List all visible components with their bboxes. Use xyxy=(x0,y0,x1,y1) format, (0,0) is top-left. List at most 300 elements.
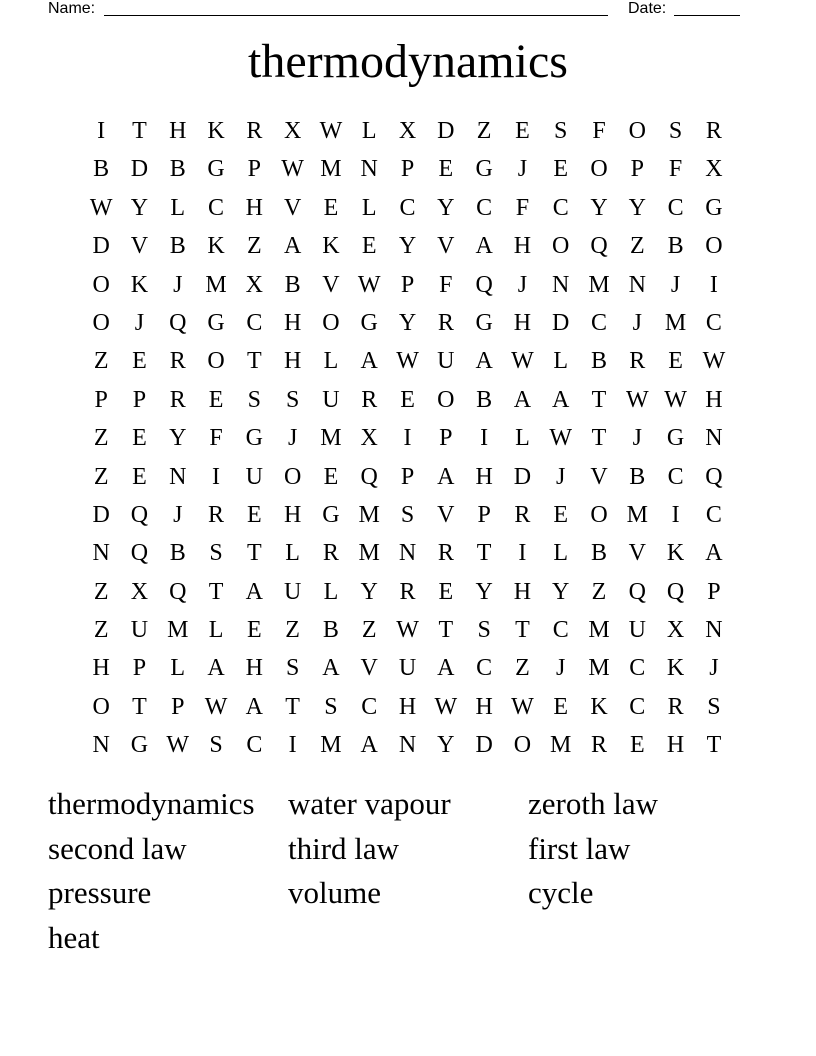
grid-letter: U xyxy=(130,617,149,644)
grid-letter: U xyxy=(628,617,646,644)
grid-letter: I xyxy=(709,271,718,298)
grid-letter: G xyxy=(207,156,225,183)
grid-letter: K xyxy=(590,693,608,720)
grid-letter: A xyxy=(552,386,570,413)
grid-letter: I xyxy=(212,463,221,490)
grid-letter: A xyxy=(360,732,378,759)
grid-letter: L xyxy=(553,348,569,375)
grid-letter: L xyxy=(361,194,377,221)
grid-letter: Y xyxy=(437,732,455,759)
grid-letter: X xyxy=(130,578,149,605)
grid-row xyxy=(82,304,733,342)
grid-letter: N xyxy=(552,271,570,298)
grid-letter: H xyxy=(245,655,263,682)
grid-letter: W xyxy=(702,348,726,375)
grid-letter: D xyxy=(437,118,455,144)
grid-letter: V xyxy=(283,194,302,221)
grid-letter: B xyxy=(169,233,186,260)
grid-letter: I xyxy=(518,540,527,567)
grid-letter: W xyxy=(319,118,343,144)
grid-letter: Z xyxy=(285,617,300,644)
grid-letter: A xyxy=(283,233,302,260)
grid-row xyxy=(82,419,733,457)
grid-letter: Q xyxy=(590,233,608,260)
word-list-item: third law xyxy=(288,830,400,866)
grid-letter: A xyxy=(437,463,455,490)
grid-row xyxy=(82,649,733,687)
grid-letter: S xyxy=(707,693,721,720)
grid-letter: S xyxy=(554,118,568,144)
grid-letter: Y xyxy=(590,194,608,221)
grid-letter: E xyxy=(438,156,454,183)
grid-letter: T xyxy=(476,540,492,567)
grid-letter: Y xyxy=(628,194,646,221)
grid-letter: J xyxy=(709,655,719,682)
grid-letter: Y xyxy=(169,425,187,452)
grid-letter: U xyxy=(245,463,263,490)
grid-row xyxy=(82,534,733,572)
grid-letter: H xyxy=(513,233,532,260)
page-title: thermodynamics xyxy=(248,35,568,88)
grid-letter: E xyxy=(323,194,339,221)
grid-letter: H xyxy=(513,309,532,336)
grid-letter: L xyxy=(515,425,530,452)
grid-row xyxy=(82,611,733,649)
grid-letter: A xyxy=(437,655,455,682)
grid-letter: G xyxy=(360,309,378,336)
grid-letter: Y xyxy=(130,194,149,221)
grid-letter: J xyxy=(134,309,145,336)
grid-letter: A xyxy=(322,655,340,682)
grid-letter: C xyxy=(476,194,493,221)
grid-letter: R xyxy=(667,693,684,720)
grid-letter: Z xyxy=(93,463,109,490)
grid-letter: J xyxy=(670,271,681,298)
grid-letter: B xyxy=(667,233,684,260)
grid-letter: I xyxy=(480,425,489,452)
grid-letter: R xyxy=(705,118,722,144)
grid-letter: B xyxy=(284,271,301,298)
grid-letter: C xyxy=(705,309,722,336)
grid-letter: A xyxy=(475,348,493,375)
grid-letter: H xyxy=(666,732,685,759)
grid-letter: Q xyxy=(628,578,646,605)
grid-letter: D xyxy=(92,501,110,528)
grid-letter: J xyxy=(517,156,528,183)
grid-letter: U xyxy=(322,386,340,413)
word-list-item: second law xyxy=(48,830,187,866)
grid-letter: O xyxy=(322,309,340,336)
grid-letter: Z xyxy=(361,617,377,644)
grid-letter: U xyxy=(283,578,302,605)
grid-letter: A xyxy=(513,386,532,413)
grid-letter: G xyxy=(705,194,723,221)
grid-letter: A xyxy=(705,540,723,567)
grid-letter: E xyxy=(553,501,569,528)
grid-row xyxy=(82,381,733,419)
grid-letter: O xyxy=(705,233,723,260)
grid-letter: D xyxy=(92,233,110,260)
grid-letter: H xyxy=(398,693,417,720)
grid-letter: O xyxy=(628,118,646,144)
grid-letter: S xyxy=(247,386,262,413)
grid-letter: N xyxy=(92,540,110,567)
grid-letter: S xyxy=(209,540,223,567)
grid-row xyxy=(82,266,733,304)
grid-letter: M xyxy=(358,540,380,567)
grid-letter: E xyxy=(132,463,147,490)
grid-letter: P xyxy=(171,693,185,720)
grid-letter: S xyxy=(668,118,683,144)
grid-letter: W xyxy=(511,348,534,375)
grid-letter: R xyxy=(246,118,263,144)
grid-letter: E xyxy=(132,425,147,452)
grid-letter: X xyxy=(245,271,263,298)
grid-letter: V xyxy=(590,463,608,490)
word-list-item: heat xyxy=(48,919,100,955)
grid-letter: E xyxy=(553,156,569,183)
grid-letter: C xyxy=(246,309,263,336)
grid-letter: T xyxy=(438,617,454,644)
grid-letter: P xyxy=(132,655,147,682)
grid-letter: V xyxy=(437,233,455,260)
grid-letter: C xyxy=(667,194,684,221)
grid-letter: U xyxy=(398,655,417,682)
grid-letter: D xyxy=(130,156,149,183)
grid-letter: C xyxy=(667,463,684,490)
grid-letter: H xyxy=(283,501,302,528)
grid-letter: A xyxy=(207,655,225,682)
header-line xyxy=(48,0,740,20)
grid-letter: T xyxy=(591,386,607,413)
grid-letter: C xyxy=(591,309,608,336)
grid-letter: H xyxy=(169,118,187,144)
grid-letter: H xyxy=(92,655,110,682)
grid-letter: K xyxy=(666,655,685,682)
grid-row xyxy=(82,688,733,726)
grid-letter: G xyxy=(207,309,225,336)
grid-letter: G xyxy=(130,732,149,759)
grid-letter: W xyxy=(396,617,419,644)
grid-letter: I xyxy=(288,732,297,759)
grid-letter: V xyxy=(437,501,455,528)
grid-letter: Y xyxy=(552,578,570,605)
grid-letter: O xyxy=(207,348,225,375)
grid-letter: L xyxy=(285,540,300,567)
grid-letter: L xyxy=(361,118,377,144)
grid-letter: T xyxy=(591,425,607,452)
grid-letter: C xyxy=(552,617,569,644)
grid-letter: W xyxy=(89,194,113,221)
grid-letter: M xyxy=(550,732,572,759)
word-list-item: volume xyxy=(288,875,381,910)
grid-letter: P xyxy=(400,271,415,298)
grid-letter: W xyxy=(549,425,573,452)
grid-letter: Q xyxy=(666,578,685,605)
grid-letter: I xyxy=(671,501,680,528)
grid-letter: B xyxy=(591,540,608,567)
grid-letter: M xyxy=(664,309,687,336)
grid-letter: B xyxy=(93,156,110,183)
word-list-item: first law xyxy=(528,830,631,866)
grid-letter: H xyxy=(705,386,723,413)
grid-letter: W xyxy=(625,386,649,413)
grid-letter: Z xyxy=(629,233,645,260)
grid-letter: O xyxy=(513,732,532,759)
grid-letter: Y xyxy=(437,194,455,221)
grid-letter: T xyxy=(285,693,300,720)
grid-letter: Y xyxy=(398,309,417,336)
grid-letter: W xyxy=(664,386,687,413)
grid-letter: E xyxy=(553,693,569,720)
grid-letter: O xyxy=(552,233,570,260)
grid-letter: A xyxy=(360,348,378,375)
grid-letter: L xyxy=(323,348,339,375)
grid-letter: Z xyxy=(247,233,262,260)
grid-letter: R xyxy=(322,540,339,567)
grid-letter: B xyxy=(322,617,339,644)
grid-letter: P xyxy=(247,156,262,183)
name-label: Name: xyxy=(48,0,96,17)
grid-letter: J xyxy=(173,501,183,528)
grid-letter: H xyxy=(283,348,302,375)
grid-letter: I xyxy=(403,425,412,452)
grid-letter: Q xyxy=(130,501,149,528)
grid-letter: R xyxy=(169,348,186,375)
grid-letter: K xyxy=(130,271,149,298)
grid-letter: C xyxy=(629,693,646,720)
grid-letter: M xyxy=(588,271,610,298)
grid-letter: H xyxy=(513,578,532,605)
grid-letter: M xyxy=(167,617,189,644)
grid-letter: T xyxy=(515,617,530,644)
grid-letter: Z xyxy=(476,118,492,144)
grid-letter: C xyxy=(476,655,493,682)
grid-letter: Q xyxy=(169,309,187,336)
grid-letter: I xyxy=(97,118,106,144)
grid-letter: B xyxy=(169,156,186,183)
grid-letter: X xyxy=(360,425,378,452)
grid-letter: F xyxy=(209,425,223,452)
grid-letter: Y xyxy=(475,578,493,605)
grid-letter: K xyxy=(666,540,685,567)
grid-letter: P xyxy=(94,386,108,413)
grid-letter: D xyxy=(475,732,493,759)
grid-letter: B xyxy=(591,348,608,375)
grid-letter: W xyxy=(204,693,228,720)
grid-letter: N xyxy=(705,617,723,644)
grid-letter: M xyxy=(588,617,610,644)
grid-letter: W xyxy=(357,271,381,298)
word-list-item: thermodynamics xyxy=(48,786,255,821)
grid-letter: Z xyxy=(93,578,109,605)
grid-letter: R xyxy=(399,578,416,605)
grid-letter: T xyxy=(208,578,224,605)
grid-letter: W xyxy=(166,732,190,759)
grid-letter: M xyxy=(588,655,610,682)
grid-letter: E xyxy=(361,233,377,260)
grid-letter: J xyxy=(632,309,642,336)
grid-letter: R xyxy=(437,540,454,567)
grid-letter: L xyxy=(208,617,224,644)
grid-letter: W xyxy=(511,693,534,720)
grid-letter: O xyxy=(92,271,110,298)
word-list-item: zeroth law xyxy=(528,786,658,821)
grid-letter: E xyxy=(132,348,147,375)
grid-letter: P xyxy=(630,156,644,183)
grid-letter: E xyxy=(208,386,224,413)
word-list-item: cycle xyxy=(528,875,594,910)
grid-row xyxy=(82,112,733,150)
grid-letter: J xyxy=(173,271,183,298)
grid-letter: S xyxy=(400,501,415,528)
grid-letter: P xyxy=(477,501,491,528)
grid-letter: L xyxy=(170,194,186,221)
grid-letter: T xyxy=(706,732,722,759)
grid-letter: C xyxy=(399,194,416,221)
grid-letter: G xyxy=(475,156,493,183)
grid-letter: O xyxy=(590,156,608,183)
grid-letter: F xyxy=(592,118,606,144)
grid-letter: E xyxy=(629,732,645,759)
grid-row xyxy=(82,726,733,764)
grid-letter: N xyxy=(628,271,646,298)
grid-letter: Q xyxy=(360,463,378,490)
grid-letter: N xyxy=(360,156,378,183)
grid-letter: X xyxy=(283,118,302,144)
word-list-item: water vapour xyxy=(288,786,451,821)
grid-letter: T xyxy=(132,118,147,144)
grid-letter: P xyxy=(132,386,147,413)
grid-letter: O xyxy=(437,386,455,413)
grid-letter: H xyxy=(475,463,493,490)
grid-letter: T xyxy=(247,348,262,375)
grid-letter: J xyxy=(632,425,642,452)
grid-letter: A xyxy=(245,578,263,605)
grid-letter: S xyxy=(285,655,300,682)
grid-letter: V xyxy=(628,540,646,567)
letter-grid xyxy=(82,112,733,765)
grid-letter: N xyxy=(92,732,110,759)
grid-letter: L xyxy=(323,578,339,605)
grid-letter: B xyxy=(629,463,646,490)
grid-letter: B xyxy=(476,386,493,413)
grid-letter: B xyxy=(169,540,186,567)
grid-letter: Y xyxy=(398,233,417,260)
grid-letter: R xyxy=(629,348,646,375)
grid-letter: Q xyxy=(475,271,493,298)
grid-letter: F xyxy=(515,194,530,221)
grid-letter: Q xyxy=(169,578,187,605)
grid-letter: M xyxy=(320,156,342,183)
grid-letter: G xyxy=(475,309,493,336)
grid-letter: E xyxy=(515,118,530,144)
grid-letter: E xyxy=(668,348,683,375)
grid-letter: Z xyxy=(591,578,607,605)
grid-letter: E xyxy=(400,386,415,413)
grid-letter: Z xyxy=(93,348,109,375)
grid-letter: S xyxy=(285,386,300,413)
grid-letter: L xyxy=(170,655,186,682)
grid-letter: R xyxy=(169,386,186,413)
grid-letter: U xyxy=(437,348,455,375)
grid-letter: M xyxy=(320,425,342,452)
grid-letter: C xyxy=(361,693,378,720)
grid-letter: X xyxy=(398,118,417,144)
grid-letter: N xyxy=(398,540,417,567)
grid-letter: S xyxy=(209,732,223,759)
grid-letter: H xyxy=(245,194,263,221)
grid-letter: M xyxy=(320,732,342,759)
grid-letter: O xyxy=(283,463,302,490)
grid-letter: W xyxy=(434,693,458,720)
grid-letter: O xyxy=(92,309,110,336)
grid-row xyxy=(82,496,733,534)
grid-letter: E xyxy=(247,501,262,528)
grid-letter: C xyxy=(208,194,225,221)
grid-letter: C xyxy=(246,732,263,759)
grid-letter: S xyxy=(477,617,491,644)
grid-letter: A xyxy=(245,693,263,720)
grid-letter: S xyxy=(324,693,338,720)
grid-letter: N xyxy=(398,732,417,759)
grid-letter: K xyxy=(207,233,225,260)
grid-letter: R xyxy=(591,732,608,759)
grid-letter: C xyxy=(552,194,569,221)
grid-letter: P xyxy=(707,578,721,605)
grid-letter: V xyxy=(130,233,149,260)
grid-letter: J xyxy=(517,271,528,298)
grid-letter: O xyxy=(92,693,110,720)
grid-letter: V xyxy=(322,271,340,298)
grid-row xyxy=(82,342,733,380)
grid-letter: L xyxy=(553,540,569,567)
grid-letter: P xyxy=(439,425,453,452)
grid-letter: M xyxy=(626,501,648,528)
grid-letter: Q xyxy=(705,463,723,490)
grid-letter: D xyxy=(513,463,532,490)
grid-row xyxy=(82,458,733,496)
grid-row xyxy=(82,573,733,611)
date-label: Date: xyxy=(628,0,667,17)
grid-letter: E xyxy=(438,578,454,605)
grid-letter: M xyxy=(358,501,380,528)
grid-letter: R xyxy=(437,309,454,336)
grid-letter: X xyxy=(705,156,723,183)
grid-letter: K xyxy=(322,233,340,260)
grid-letter: A xyxy=(475,233,493,260)
grid-letter: Z xyxy=(93,617,109,644)
grid-letter: J xyxy=(556,655,566,682)
grid-letter: Y xyxy=(360,578,378,605)
word-list xyxy=(48,782,768,960)
name-blank-line xyxy=(104,15,608,16)
grid-letter: F xyxy=(439,271,453,298)
grid-letter: C xyxy=(705,501,722,528)
grid-letter: G xyxy=(245,425,263,452)
grid-letter: H xyxy=(283,309,302,336)
grid-letter: M xyxy=(205,271,227,298)
grid-letter: W xyxy=(281,156,304,183)
grid-letter: P xyxy=(400,463,415,490)
grid-letter: G xyxy=(322,501,340,528)
grid-letter: V xyxy=(360,655,378,682)
grid-letter: C xyxy=(629,655,646,682)
grid-row xyxy=(82,150,733,188)
grid-letter: E xyxy=(323,463,339,490)
grid-letter: T xyxy=(247,540,262,567)
grid-letter: P xyxy=(400,156,415,183)
